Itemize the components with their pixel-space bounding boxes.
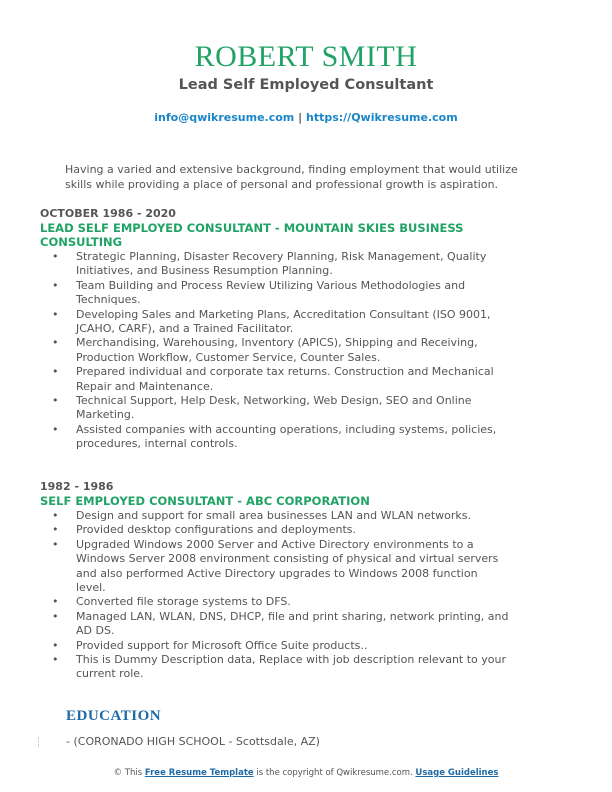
- education-heading: EDUCATION: [66, 708, 162, 724]
- duty-item: • Strategic Planning, Disaster Recovery Planning, Risk Management, Quality Initiatives, and Business Resumption Planning.: [76, 250, 510, 279]
- duty-list: [40, 509, 510, 682]
- footer-prefix: © This: [113, 768, 143, 778]
- duty-item: • Provided support for Microsoft Office Suite products..: [76, 639, 510, 653]
- free-resume-template-link[interactable]: Free Resume Template: [144, 768, 254, 778]
- duty-item: • Merchandising, Warehousing, Inventory (APICS), Shipping and Receiving, Production Workflow, Customer Service, Counter Sales.: [76, 336, 510, 365]
- job-dates: OCTOBER 1986 - 2020: [40, 207, 176, 220]
- duty-item: • Converted file storage systems to DFS.: [76, 595, 510, 609]
- duty-item: • Prepared individual and corporate tax returns. Construction and Mechanical Repair and Maintenance.: [76, 365, 510, 394]
- copyright-footer: [0, 768, 612, 778]
- experience-entry-2: [40, 480, 510, 682]
- email-link[interactable]: info@qwikresume.com: [154, 111, 295, 124]
- duty-item: • Upgraded Windows 2000 Server and Active Directory environments to a Windows Server 2008 environment consisting of physical and virtual servers and also performed Active Directory upgrades to Windows 2008 function level.: [76, 538, 510, 596]
- job-heading: SELF EMPLOYED CONSULTANT - ABC CORPORATION: [40, 494, 370, 508]
- experience-entry-1: [40, 207, 510, 452]
- duty-item: • Managed LAN, WLAN, DNS, DHCP, file and print sharing, network printing, and AD DS.: [76, 610, 510, 639]
- footer-middle: is the copyright of Qwikresume.com.: [256, 768, 413, 778]
- duty-list: [40, 250, 510, 452]
- job-dates: 1982 - 1986: [40, 480, 114, 493]
- usage-guidelines-link[interactable]: Usage Guidelines: [415, 768, 499, 778]
- candidate-name: ROBERT SMITH: [194, 40, 418, 73]
- education-divider: [38, 737, 40, 747]
- summary-text: Having a varied and extensive background, finding employment that would utilize skills while providing a place of personal and professional growth is aspiration.: [65, 163, 518, 191]
- education-entry: - (CORONADO HIGH SCHOOL - Scottsdale, AZ): [66, 735, 320, 748]
- duty-item: • Developing Sales and Marketing Plans, Accreditation Consultant (ISO 9001, JCAHO, CARF), and a Trained Facilitator.: [76, 308, 510, 337]
- contact-line: [0, 111, 612, 124]
- duty-item: • Assisted companies with accounting operations, including systems, policies, procedures, internal controls.: [76, 423, 510, 452]
- contact-separator: |: [298, 111, 303, 124]
- job-title: Lead Self Employed Consultant: [178, 77, 434, 93]
- duty-item: • Provided desktop configurations and deployments.: [76, 523, 510, 537]
- website-link[interactable]: https://Qwikresume.com: [305, 111, 458, 124]
- duty-item: • Team Building and Process Review Utilizing Various Methodologies and Techniques.: [76, 279, 510, 308]
- job-heading: LEAD SELF EMPLOYED CONSULTANT - MOUNTAIN SKIES BUSINESS CONSULTING: [40, 221, 464, 249]
- duty-item: • Technical Support, Help Desk, Networking, Web Design, SEO and Online Marketing.: [76, 394, 510, 423]
- duty-item: • Design and support for small area businesses LAN and WLAN networks.: [76, 509, 510, 523]
- duty-item: • This is Dummy Description data, Replace with job description relevant to your current role.: [76, 653, 510, 682]
